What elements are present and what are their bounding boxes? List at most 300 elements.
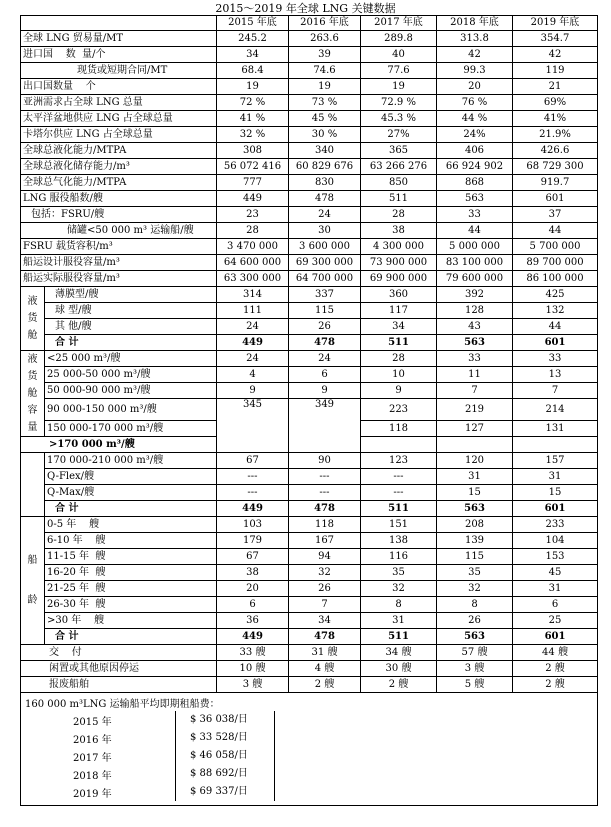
cell: 45 (513, 565, 598, 581)
section-label-ship-age: 船龄 (21, 517, 45, 645)
cell: 337 (289, 287, 361, 303)
cell: 23 (217, 207, 289, 223)
cell: 6 (217, 597, 289, 613)
cell: 478 (289, 629, 361, 645)
cell: 74.6 (289, 63, 361, 79)
cell: 34 艘 (361, 645, 437, 661)
cell: 354.7 (513, 31, 598, 47)
cell: 289.8 (361, 31, 437, 47)
charter-year: 2017 年 (73, 753, 112, 764)
cell: 33 艘 (217, 645, 289, 661)
cell: 15 (513, 485, 598, 501)
cell: 6 (289, 367, 361, 383)
cell: 131 (513, 421, 598, 437)
cell: 72 % (217, 95, 289, 111)
row-label: 薄膜型/艘 (45, 287, 217, 303)
cell: 449 (217, 191, 289, 207)
cell: 89 700 000 (513, 255, 598, 271)
cell: 449 (217, 501, 289, 517)
cell: 3 艘 (217, 677, 289, 693)
cell: 24 (217, 351, 289, 367)
charter-rate-row (21, 711, 598, 729)
cell: 21.9% (513, 127, 598, 143)
cell: 10 艘 (217, 661, 289, 677)
cell: 69 300 000 (289, 255, 361, 271)
cell: 34 (217, 47, 289, 63)
table-row (21, 549, 598, 565)
cell: 116 (361, 549, 437, 565)
row-label: 船运实际服役容量/m³ (21, 271, 217, 287)
cell: 2 艘 (289, 677, 361, 693)
cell: 33 (437, 207, 513, 223)
cell: 67 (217, 453, 289, 469)
table-row (21, 351, 598, 367)
cell: 31 (513, 581, 598, 597)
cell: 66 924 902 (437, 159, 513, 175)
cell: 15 (437, 485, 513, 501)
charter-rate-row (21, 747, 598, 765)
row-label: 其 他/艘 (45, 319, 217, 335)
table-row (21, 95, 598, 111)
cell: 19 (217, 79, 289, 95)
charter-rate-title: 160 000 m³LNG 运输船平均即期租船费： (25, 699, 220, 710)
row-label: >30 年 艘 (45, 613, 217, 629)
lng-data-table (20, 15, 598, 693)
cell: 41% (513, 111, 598, 127)
cell: 56 072 416 (217, 159, 289, 175)
cell: 32 % (217, 127, 289, 143)
charter-rate-box (20, 693, 598, 806)
cell: 60 829 676 (289, 159, 361, 175)
cell: 263.6 (289, 31, 361, 47)
cell: 478 (289, 191, 361, 207)
cell: 4 艘 (289, 661, 361, 677)
row-label: <25 000 m³/艘 (45, 351, 217, 367)
cell: 83 100 000 (437, 255, 513, 271)
cell: 24% (437, 127, 513, 143)
cell: 115 (437, 549, 513, 565)
year-header: 2019 年底 (513, 16, 598, 31)
cell: 449 (217, 629, 289, 645)
cell: 69 900 000 (361, 271, 437, 287)
row-label: FSRU 载货容积/m³ (21, 239, 217, 255)
cell: 32 (361, 581, 437, 597)
table-row (21, 383, 598, 399)
table-row (21, 271, 598, 287)
cell: --- (361, 485, 437, 501)
table-row (21, 399, 598, 421)
cell: 425 (513, 287, 598, 303)
cell: 31 (361, 613, 437, 629)
cell: 24 (217, 319, 289, 335)
table-row (21, 143, 598, 159)
cell: 20 (217, 581, 289, 597)
cell-merged: 349 (289, 399, 361, 453)
cell: 478 (289, 335, 361, 351)
cell: 563 (437, 629, 513, 645)
year-header: 2015 年底 (217, 16, 289, 31)
cell: 28 (361, 351, 437, 367)
cell: 308 (217, 143, 289, 159)
cell: 5 艘 (437, 677, 513, 693)
table-row (21, 111, 598, 127)
cell (361, 437, 437, 453)
cell: 4 (217, 367, 289, 383)
row-label: 球 型/艘 (45, 303, 217, 319)
cell: 601 (513, 629, 598, 645)
charter-year: 2015 年 (73, 717, 112, 728)
table-row (21, 581, 598, 597)
cell: 157 (513, 453, 598, 469)
cell: 128 (437, 303, 513, 319)
table-row (21, 287, 598, 303)
table-row (21, 303, 598, 319)
cell: 67 (217, 549, 289, 565)
cell: 103 (217, 517, 289, 533)
cell: 34 (361, 319, 437, 335)
cell: 20 (437, 79, 513, 95)
cell: 601 (513, 335, 598, 351)
row-label: 全球总液化能力/MTPA (21, 143, 217, 159)
cell: 73 900 000 (361, 255, 437, 271)
cell: 94 (289, 549, 361, 565)
cell: 28 (217, 223, 289, 239)
cell: 7 (513, 383, 598, 399)
cell: --- (289, 469, 361, 485)
table-row (21, 239, 598, 255)
cell: 90 (289, 453, 361, 469)
table-row (21, 565, 598, 581)
row-label: 11-15 年 艘 (45, 549, 217, 565)
row-label: 全球总液化储存能力/m³ (21, 159, 217, 175)
document-title: 2015～2019 年全球 LNG 关键数据 (215, 2, 396, 15)
cell: 563 (437, 191, 513, 207)
cell: 919.7 (513, 175, 598, 191)
cell: 77.6 (361, 63, 437, 79)
cell: 42 (513, 47, 598, 63)
table-row (21, 517, 598, 533)
cell: 151 (361, 517, 437, 533)
cell: 32 (289, 565, 361, 581)
table-row (21, 485, 598, 501)
cell: 179 (217, 533, 289, 549)
cell (513, 437, 598, 453)
table-row (21, 63, 598, 79)
cell: --- (217, 485, 289, 501)
table-row (21, 661, 598, 677)
charter-year: 2018 年 (73, 771, 112, 782)
cell: 406 (437, 143, 513, 159)
total-row (21, 501, 598, 517)
cell: 219 (437, 399, 513, 421)
cell: 28 (361, 207, 437, 223)
table-row (21, 191, 598, 207)
cell: 69% (513, 95, 598, 111)
cell: 30 (289, 223, 361, 239)
cell: 115 (289, 303, 361, 319)
cell: 9 (289, 383, 361, 399)
cell: 9 (217, 383, 289, 399)
charter-price: $ 36 038/日 (175, 711, 275, 729)
table-row (21, 367, 598, 383)
table-row (21, 319, 598, 335)
header-row (21, 16, 598, 31)
cell: --- (217, 469, 289, 485)
cell: 31 (513, 469, 598, 485)
row-label: 170 000-210 000 m³/艘 (45, 453, 217, 469)
charter-rate-row (21, 765, 598, 783)
cell: 33 (437, 351, 513, 367)
section-label-cargo-type: 液货舱 (21, 287, 45, 351)
cell: 79 600 000 (437, 271, 513, 287)
cell: 39 (289, 47, 361, 63)
cell: 8 (437, 597, 513, 613)
cell: 132 (513, 303, 598, 319)
row-label: 储罐<50 000 m³ 运输船/艘 (21, 223, 217, 239)
cell: 26 (289, 319, 361, 335)
cell: 2 艘 (361, 677, 437, 693)
row-label: 6-10 年 艘 (45, 533, 217, 549)
row-label: 全球 LNG 贸易量/MT (21, 31, 217, 47)
row-label: Q-Max/艘 (45, 485, 217, 501)
cell: 850 (361, 175, 437, 191)
row-label: 90 000-150 000 m³/艘 (45, 399, 217, 421)
cell: 3 600 000 (289, 239, 361, 255)
cell: 44 (513, 223, 598, 239)
charter-year: 2016 年 (73, 735, 112, 746)
row-label: 包括：FSRU/艘 (21, 207, 217, 223)
cell: 36 (217, 613, 289, 629)
cell: 24 (289, 351, 361, 367)
cell: 25 (513, 613, 598, 629)
cell: 37 (513, 207, 598, 223)
cell: 511 (361, 191, 437, 207)
charter-rate-row (21, 783, 598, 801)
cell: 392 (437, 287, 513, 303)
table-row (21, 533, 598, 549)
year-header: 2017 年底 (361, 16, 437, 31)
cell: 127 (437, 421, 513, 437)
cell: 119 (513, 63, 598, 79)
row-label: LNG 服役船数/艘 (21, 191, 217, 207)
cell: 31 (437, 469, 513, 485)
row-label: 合 计 (45, 629, 217, 645)
row-label: 卡塔尔供应 LNG 占全球总量 (21, 127, 217, 143)
cell: 57 艘 (437, 645, 513, 661)
row-label: 21-25 年 艘 (45, 581, 217, 597)
row-label: 船运设计服役容量/m³ (21, 255, 217, 271)
cell: 118 (289, 517, 361, 533)
cell: 868 (437, 175, 513, 191)
row-label: 16-20 年 艘 (45, 565, 217, 581)
cell: 44 (437, 223, 513, 239)
cell: 38 (361, 223, 437, 239)
cell: 478 (289, 501, 361, 517)
table-row (21, 47, 598, 63)
cell: 26 (437, 613, 513, 629)
cell: 30 艘 (361, 661, 437, 677)
charter-year: 2019 年 (73, 789, 112, 800)
row-label: 合 计 (45, 335, 217, 351)
row-label: 合 计 (45, 501, 217, 517)
cell: 214 (513, 399, 598, 421)
table-row (21, 677, 598, 693)
table-row (21, 469, 598, 485)
cell: 19 (361, 79, 437, 95)
cell: 68 729 300 (513, 159, 598, 175)
cell: 34 (289, 613, 361, 629)
cell: 9 (361, 383, 437, 399)
cell: 11 (437, 367, 513, 383)
cell: 5 000 000 (437, 239, 513, 255)
charter-price: $ 69 337/日 (175, 783, 275, 801)
cell: 601 (513, 501, 598, 517)
row-label: 闲置或其他原因停运 (21, 661, 217, 677)
cell: 3 艘 (437, 661, 513, 677)
cell: 99.3 (437, 63, 513, 79)
cell: 31 艘 (289, 645, 361, 661)
cell: --- (361, 469, 437, 485)
table-row (21, 223, 598, 239)
cell: 76 % (437, 95, 513, 111)
cell: 10 (361, 367, 437, 383)
cell: 511 (361, 501, 437, 517)
table-row (21, 613, 598, 629)
table-row (21, 79, 598, 95)
cell: 27% (361, 127, 437, 143)
table-row (21, 207, 598, 223)
cell: 138 (361, 533, 437, 549)
row-label: >170 000 m³/艘 (21, 437, 217, 453)
cell: 426.6 (513, 143, 598, 159)
cell: 35 (361, 565, 437, 581)
cell: 45 % (289, 111, 361, 127)
row-label (21, 63, 217, 79)
row-label: 进口国 数 量/个 (21, 47, 217, 63)
cell: 139 (437, 533, 513, 549)
cell: 104 (513, 533, 598, 549)
table-row (21, 31, 598, 47)
charter-price: $ 33 528/日 (175, 729, 275, 747)
cell: 64 600 000 (217, 255, 289, 271)
cell: 6 (513, 597, 598, 613)
row-label: Q-Flex/艘 (45, 469, 217, 485)
cell: 7 (289, 597, 361, 613)
cell: 63 300 000 (217, 271, 289, 287)
row-label: 出口国数量 个 (21, 79, 217, 95)
cell: 2 艘 (513, 677, 598, 693)
table-row (21, 453, 598, 469)
cell: 19 (289, 79, 361, 95)
cell: 44 (513, 319, 598, 335)
cell: 24 (289, 207, 361, 223)
cell: 41 % (217, 111, 289, 127)
cell: 563 (437, 501, 513, 517)
row-label: 报废船舶 (21, 677, 217, 693)
cell: 120 (437, 453, 513, 469)
cell: 64 700 000 (289, 271, 361, 287)
cell: 40 (361, 47, 437, 63)
cell (437, 437, 513, 453)
cell: 313.8 (437, 31, 513, 47)
cell: 35 (437, 565, 513, 581)
cell: 340 (289, 143, 361, 159)
cell: 208 (437, 517, 513, 533)
table-row (21, 597, 598, 613)
cell: 167 (289, 533, 361, 549)
total-row (21, 335, 598, 351)
table-row (21, 255, 598, 271)
cell: 830 (289, 175, 361, 191)
cell: 30 % (289, 127, 361, 143)
charter-price: $ 88 692/日 (175, 765, 275, 783)
header-blank (21, 16, 217, 31)
cell: 563 (437, 335, 513, 351)
cell: 3 470 000 (217, 239, 289, 255)
cell: 601 (513, 191, 598, 207)
cell: 245.2 (217, 31, 289, 47)
row-label: 25 000-50 000 m³/艘 (45, 367, 217, 383)
cell: 26 (289, 581, 361, 597)
cell: 777 (217, 175, 289, 191)
section-spacer (21, 453, 45, 517)
row-label: 150 000-170 000 m³/艘 (45, 421, 217, 437)
cell: 511 (361, 335, 437, 351)
row-label-text: 现货或短期合同/MT (77, 64, 168, 76)
cell: 43 (437, 319, 513, 335)
cell: 365 (361, 143, 437, 159)
cell: 33 (513, 351, 598, 367)
cell: 8 (361, 597, 437, 613)
charter-price: $ 46 058/日 (175, 747, 275, 765)
cell: 223 (361, 399, 437, 421)
cell: 360 (361, 287, 437, 303)
cell: 21 (513, 79, 598, 95)
section-label-cargo-capacity: 液货舱容量 (21, 351, 45, 437)
table-row (21, 175, 598, 191)
cell: 86 100 000 (513, 271, 598, 287)
row-label: 全球总气化能力/MTPA (21, 175, 217, 191)
row-label: 50 000-90 000 m³/艘 (45, 383, 217, 399)
table-row (21, 645, 598, 661)
cell: 449 (217, 335, 289, 351)
cell: 123 (361, 453, 437, 469)
total-row (21, 629, 598, 645)
cell: 4 300 000 (361, 239, 437, 255)
table-row (21, 127, 598, 143)
cell: 5 700 000 (513, 239, 598, 255)
cell: 72.9 % (361, 95, 437, 111)
cell: 32 (437, 581, 513, 597)
cell: 117 (361, 303, 437, 319)
table-row (21, 159, 598, 175)
row-label: 交 付 (21, 645, 217, 661)
charter-rate-row (21, 729, 598, 747)
row-label: 太平洋盆地供应 LNG 占全球总量 (21, 111, 217, 127)
cell: --- (289, 485, 361, 501)
year-header: 2016 年底 (289, 16, 361, 31)
cell: 233 (513, 517, 598, 533)
row-label: 0-5 年 艘 (45, 517, 217, 533)
cell: 118 (361, 421, 437, 437)
cell: 42 (437, 47, 513, 63)
cell: 7 (437, 383, 513, 399)
cell-merged: 345 (217, 399, 289, 453)
cell: 45.3 % (361, 111, 437, 127)
row-label: 亚洲需求占全球 LNG 总量 (21, 95, 217, 111)
cell: 68.4 (217, 63, 289, 79)
cell: 13 (513, 367, 598, 383)
